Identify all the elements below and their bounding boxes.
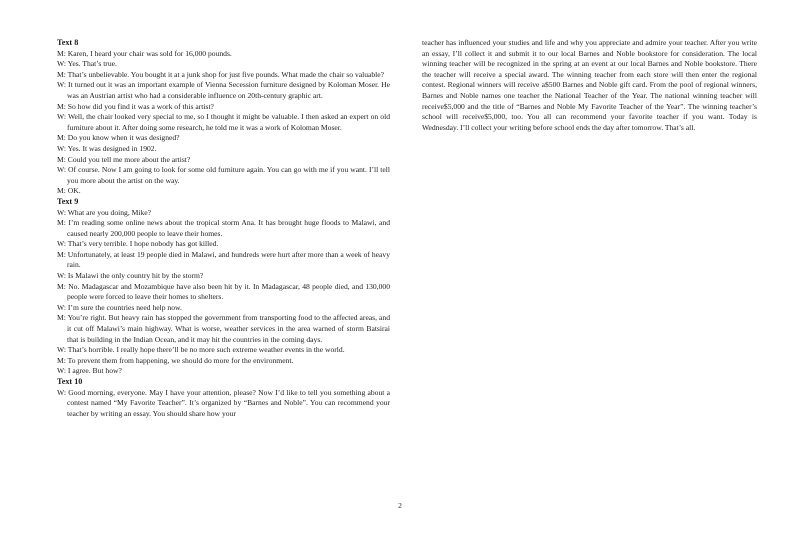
- dialogue-line: M: No. Madagascar and Mozambique have also been hit by it. In Madagascar, 48 people died, and 130,000 people were forced to leave their homes to shelters.: [57, 281, 390, 302]
- dialogue-line: W: Is Malawi the only country hit by the storm?: [57, 271, 204, 281]
- right-column: [422, 38, 757, 133]
- dialogue-line: W: I’m sure the countries need help now.: [57, 302, 182, 312]
- dialogue-line: M: I’m reading some online news about the tropical storm Ana. It has brought huge floods to Malawi, and caused nearly 200,000 people to leave their homes.: [57, 218, 390, 238]
- paragraph: teacher has influenced your studies and life and why you appreciate and admire your teacher. After you write an essay, I’ll collect it and submit it to our local Barnes and Noble bookstore for consideration. The local winning teacher will be recognized in the spring at an event at our local Barnes and Noble bookstore. There the teacher will receive a special award. The winning teacher from each store will then enter the regional contest. Regional winners will receive a$500 Barnes and Noble gift card. From the pool of regional winners, Barnes and Noble names one teacher the National Teacher of the Year. The national winning teacher will receive$5,000 and the title of “Barnes and Noble My Favorite Teacher of the Year”. The winning teacher’s school will receive$5,000, too. You all can recommend your favorite teacher if you want. Today is Wednesday. I’ll collect your writing before school ends the day after tomorrow. That’s all.: [422, 38, 757, 132]
- dialogue-line: M: OK.: [57, 186, 81, 196]
- section-heading: Text 8: [57, 38, 79, 47]
- dialogue-line: M: Unfortunately, at least 19 people died in Malawi, and hundreds were hurt after more than a week of heavy rain.: [57, 249, 390, 270]
- dialogue-line: W: That’s horrible. I really hope there’ll be no more such extreme weather events in the world.: [57, 345, 345, 355]
- dialogue-line: M: That’s unbelievable. You bought it at a junk shop for just five pounds. What made the chair so valuable?: [57, 69, 385, 79]
- dialogue-line: M: So how did you find it was a work of this artist?: [57, 101, 214, 111]
- section-heading: Text 9: [57, 196, 79, 206]
- dialogue-line: M: Karen, I heard your chair was sold for 16,000 pounds.: [57, 48, 232, 58]
- dialogue-line: W: Of course. Now I am going to look for some old furniture again. You can go with me if you want. I’ll tell you more about the artist on the way.: [57, 165, 390, 185]
- dialogue-line: W: Yes. It was designed in 1902.: [57, 143, 157, 153]
- dialogue-line: W: It turned out it was an important example of Vienna Secession furniture designed by Koloman Moser. He was an Austrian artist who had a considerable influence on 20th-century graphic art.: [57, 80, 390, 100]
- dialogue-line: W: I agree. But how?: [57, 366, 122, 376]
- dialogue-line: M: Do you know when it was designed?: [57, 133, 180, 143]
- page-number: 2: [398, 501, 402, 510]
- dialogue-line: M: Could you tell me more about the artist?: [57, 154, 191, 164]
- dialogue-line: W: Yes. That’s true.: [57, 59, 117, 69]
- section-heading: Text 10: [57, 377, 83, 386]
- dialogue-line: M: You’re right. But heavy rain has stopped the government from transporting food to the affected areas, and it cut off Malawi’s main highway. What is worse, weather services in the area warned of storm Batsirai that is building in the Indian Ocean, and it may hit the countries in the coming days.: [57, 313, 390, 344]
- dialogue-line: W: That’s very terrible. I hope nobody has got killed.: [57, 239, 219, 249]
- dialogue-line: W: What are you doing, Mike?: [57, 207, 152, 217]
- dialogue-line: M: To prevent them from happening, we should do more for the environment.: [57, 355, 294, 365]
- left-column: [57, 38, 390, 419]
- dialogue-line: W: Well, the chair looked very special to me, so I thought it might be valuable. I then asked an expert on old furniture about it. After doing some research, he told me it was a work of Koloman Moser.: [57, 112, 390, 132]
- dialogue-line: W: Good morning, everyone. May I have your attention, please? Now I’d like to tell you something about a contest named “My Favorite Teacher”. It’s organized by “Barnes and Noble”. You can recommend your teacher by writing an essay. You should share how your: [57, 387, 390, 418]
